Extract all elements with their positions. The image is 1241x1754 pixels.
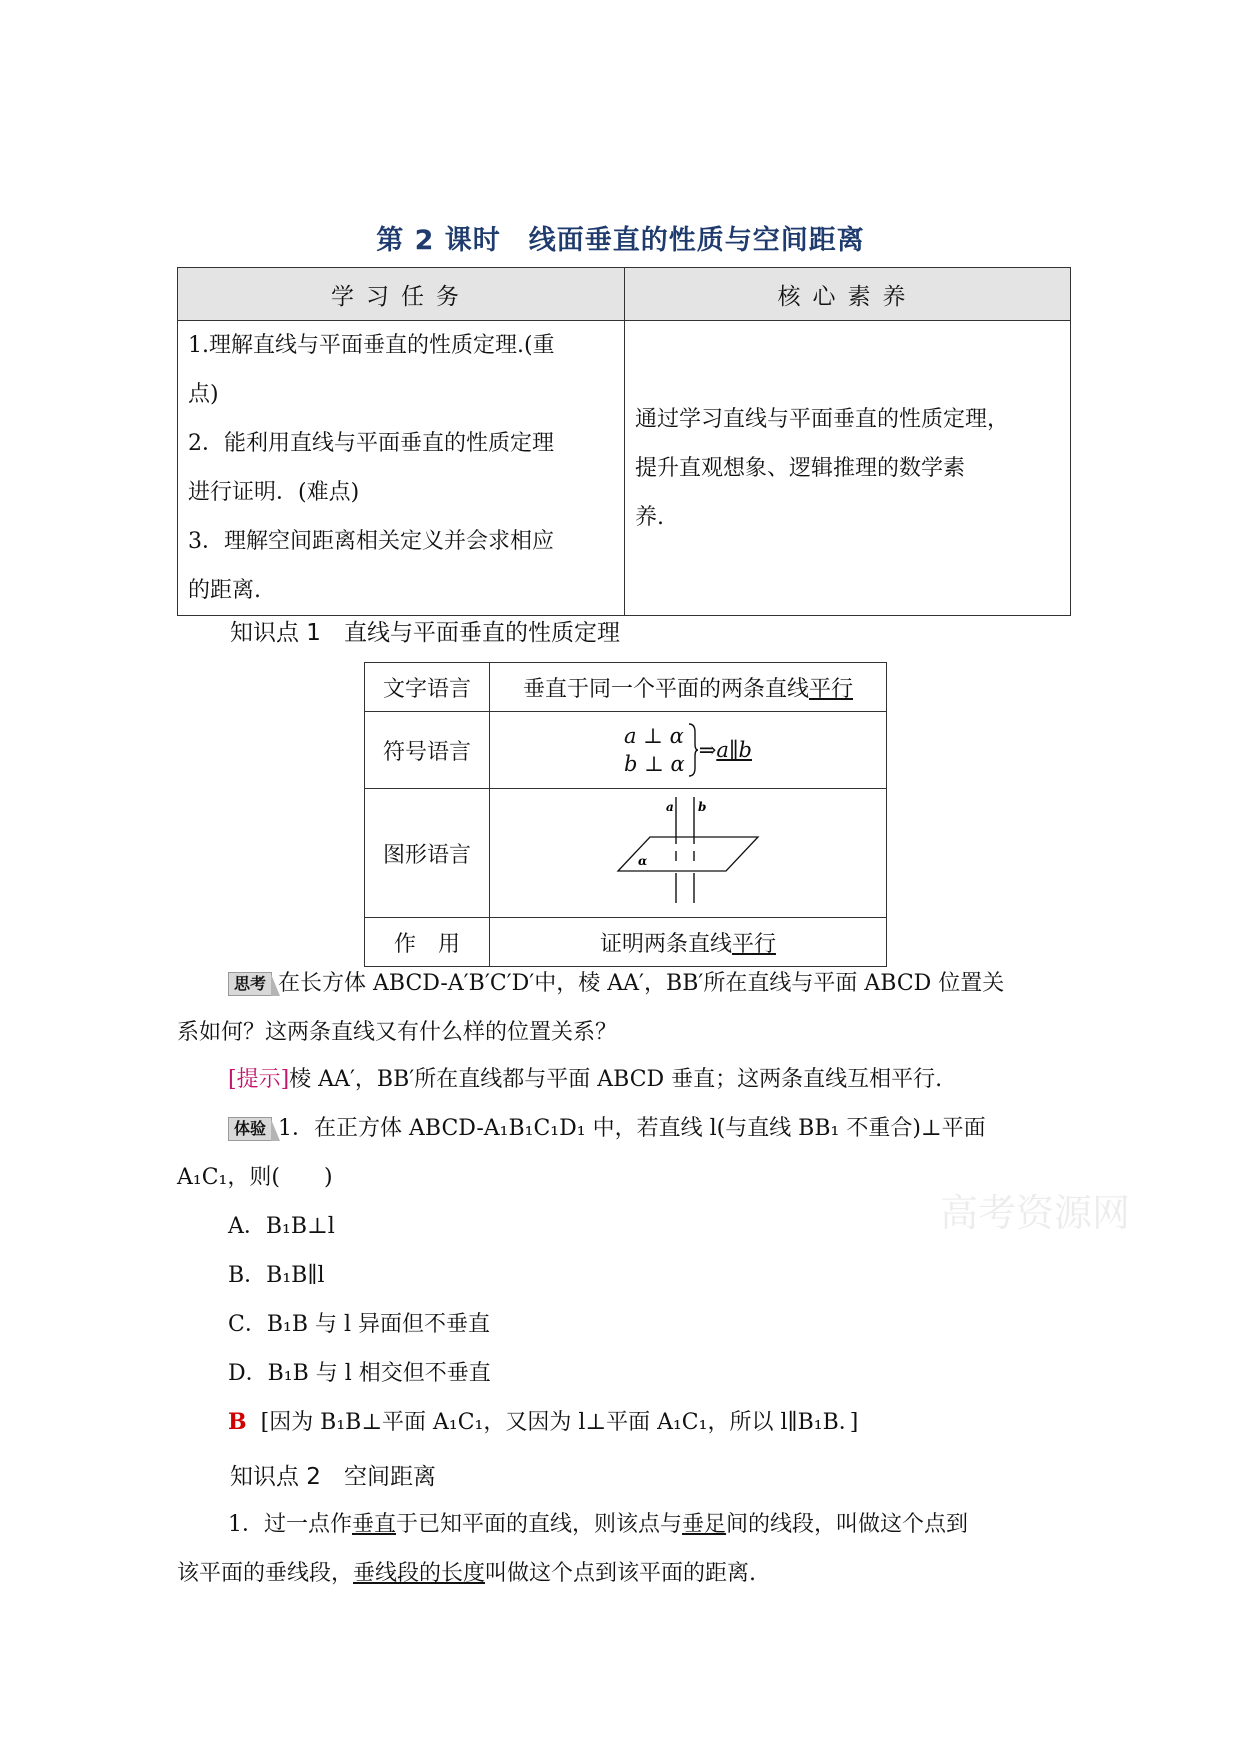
symbol-line-b: b ⊥ α (623, 752, 685, 776)
kp2-para-line2 (177, 1549, 756, 1598)
header-tasks: 学习任务 (178, 268, 625, 321)
literacy-cell (625, 321, 1071, 616)
task-line: 1.理解直线与平面垂直的性质定理.(重 (188, 333, 555, 358)
think-text1: 在长方体 ABCD-A′B′C′D′中，棱 AA′，BB′所在直线与平面 ABCD 位置关 (278, 971, 1005, 996)
task-line: 点) (188, 382, 219, 407)
page-title (0, 218, 1241, 257)
kp2-text-a: 1．过一点作 (228, 1512, 352, 1537)
exp-line1 (228, 1104, 1073, 1153)
answer-line (228, 1398, 858, 1447)
text-language-value (490, 663, 887, 712)
theorem-table (364, 662, 887, 967)
task-line: 进行证明．(难点) (188, 480, 360, 505)
kp2-para-line1 (228, 1500, 968, 1549)
label-alpha: α (638, 854, 648, 868)
perpendicular-lines-figure (608, 795, 768, 905)
symbol-language-label: 符号语言 (365, 712, 490, 789)
literacy-line: 通过学习直线与平面垂直的性质定理， (635, 406, 1010, 432)
option-d: D．B₁B 与 l 相交但不垂直 (228, 1361, 491, 1386)
label-b: b (698, 800, 707, 814)
figure-language-value (490, 789, 887, 918)
exp-question1: 1．在正方体 ABCD-A₁B₁C₁D₁ 中，若直线 l(与直线 BB₁ 不重合)⊥平面 (278, 1116, 986, 1141)
watermark: 高考资源网 (940, 1191, 1131, 1235)
symbol-language-value (490, 712, 887, 789)
kp1-heading: 知识点 1 直线与平面垂直的性质定理 (230, 620, 620, 646)
answer-letter: B (228, 1409, 247, 1435)
option-a: A．B₁B⊥l (228, 1214, 335, 1239)
kp2-underline-1: 垂直 (352, 1512, 397, 1537)
kp2-underline-3: 垂线段的长度 (353, 1561, 486, 1586)
kp2-text-e: 叫做这个点到该平面的距离. (485, 1561, 757, 1586)
use-pre: 证明两条直线 (599, 931, 732, 957)
exp-question2: A₁C₁，则( ) (177, 1165, 333, 1190)
right-brace-icon (687, 722, 699, 778)
option-c: C．B₁B 与 l 异面但不垂直 (228, 1312, 491, 1337)
symbol-line-a: a ⊥ α (623, 724, 684, 748)
use-underline: 平行 (732, 931, 777, 957)
task-line: 的距离. (188, 578, 261, 603)
title-topic: 线面垂直的性质与空间距离 (528, 225, 865, 256)
kp2-heading: 知识点 2 空间距离 (230, 1464, 436, 1490)
task-table (177, 267, 1071, 616)
tasks-cell (178, 321, 625, 616)
figure-language-label: 图形语言 (365, 789, 490, 918)
hint-text: 棱 AA′，BB′所在直线都与平面 ABCD 垂直；这两条直线互相平行. (289, 1067, 943, 1092)
kp2-text-c: 间的线段，叫做这个点到 (726, 1512, 969, 1537)
exp-badge: 体验 (228, 1117, 272, 1141)
option-b: B．B₁B∥l (228, 1263, 325, 1288)
answer-explanation: [因为 B₁B⊥平面 A₁C₁，又因为 l⊥平面 A₁C₁，所以 l∥B₁B．] (260, 1410, 859, 1435)
header-literacy: 核心素养 (625, 268, 1071, 321)
symbol-result: a∥b (716, 738, 752, 762)
label-a: a (666, 800, 674, 814)
hint-line (228, 1055, 942, 1104)
text-language-label: 文字语言 (365, 663, 490, 712)
text-language-pre: 垂直于同一个平面的两条直线 (522, 676, 809, 702)
hint-label: [提示] (228, 1067, 290, 1092)
kp2-underline-2: 垂足 (682, 1512, 727, 1537)
literacy-line: 提升直观想象、逻辑推理的数学素 (635, 455, 966, 481)
task-line: 3．理解空间距离相关定义并会求相应 (188, 529, 554, 554)
literacy-line: 养. (635, 504, 664, 530)
kp2-text-d: 该平面的垂线段， (177, 1561, 354, 1586)
implies-arrow: ⇒ (698, 738, 717, 762)
think-badge: 思考 (228, 972, 272, 996)
text-language-underline: 平行 (809, 676, 854, 702)
use-label: 作 用 (365, 918, 490, 967)
kp2-text-b: 于已知平面的直线，则该点与 (396, 1512, 683, 1537)
task-line: 2．能利用直线与平面垂直的性质定理 (188, 431, 554, 456)
title-lesson: 第 2 课时 (376, 225, 501, 256)
think-line2: 系如何？这两条直线又有什么样的位置关系？ (177, 1020, 618, 1045)
think-line1 (228, 959, 1068, 1008)
